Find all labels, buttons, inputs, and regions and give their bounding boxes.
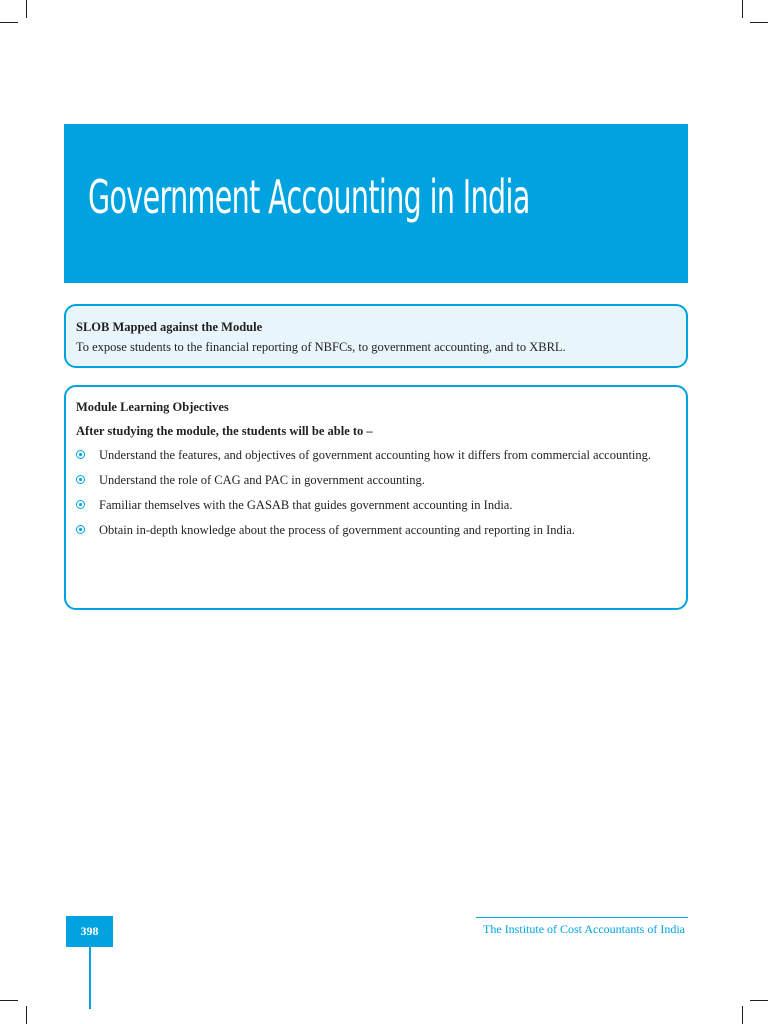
- crop-mark: [742, 1006, 743, 1024]
- chapter-title: Government Accounting in India: [88, 170, 530, 224]
- objective-text: Understand the features, and objectives of government accounting how it differs from commercial accounting.: [99, 448, 652, 462]
- objectives-heading: Module Learning Objectives: [76, 400, 229, 414]
- crop-mark: [26, 0, 27, 18]
- circle-bullet-icon: [76, 500, 85, 509]
- slob-heading: SLOB Mapped against the Module: [76, 320, 263, 334]
- circle-bullet-icon: [76, 475, 85, 484]
- footer-rule: [476, 917, 688, 918]
- slob-text: To expose students to the financial reporting of NBFCs, to government accounting, and to XBRL.: [76, 340, 566, 354]
- circle-bullet-icon: [76, 525, 85, 534]
- crop-mark: [0, 1000, 18, 1001]
- circle-bullet-icon: [76, 450, 85, 459]
- learning-objectives-box: [64, 385, 688, 610]
- publisher-name: The Institute of Cost Accountants of India: [483, 922, 685, 936]
- objective-text: Understand the role of CAG and PAC in government accounting.: [99, 473, 425, 487]
- page-number: 398: [66, 916, 113, 947]
- objective-text: Familiar themselves with the GASAB that guides government accounting in India.: [99, 498, 513, 512]
- chapter-title-band: [64, 124, 688, 283]
- crop-mark: [742, 0, 743, 18]
- objectives-intro: After studying the module, the students will be able to –: [76, 424, 373, 438]
- crop-mark: [0, 22, 18, 23]
- objective-text: Obtain in-depth knowledge about the process of government accounting and reporting in India.: [99, 523, 575, 537]
- crop-mark: [750, 1000, 768, 1001]
- slob-box: [64, 304, 688, 368]
- page-number-rule: [89, 947, 91, 1009]
- crop-mark: [750, 22, 768, 23]
- crop-mark: [26, 1006, 27, 1024]
